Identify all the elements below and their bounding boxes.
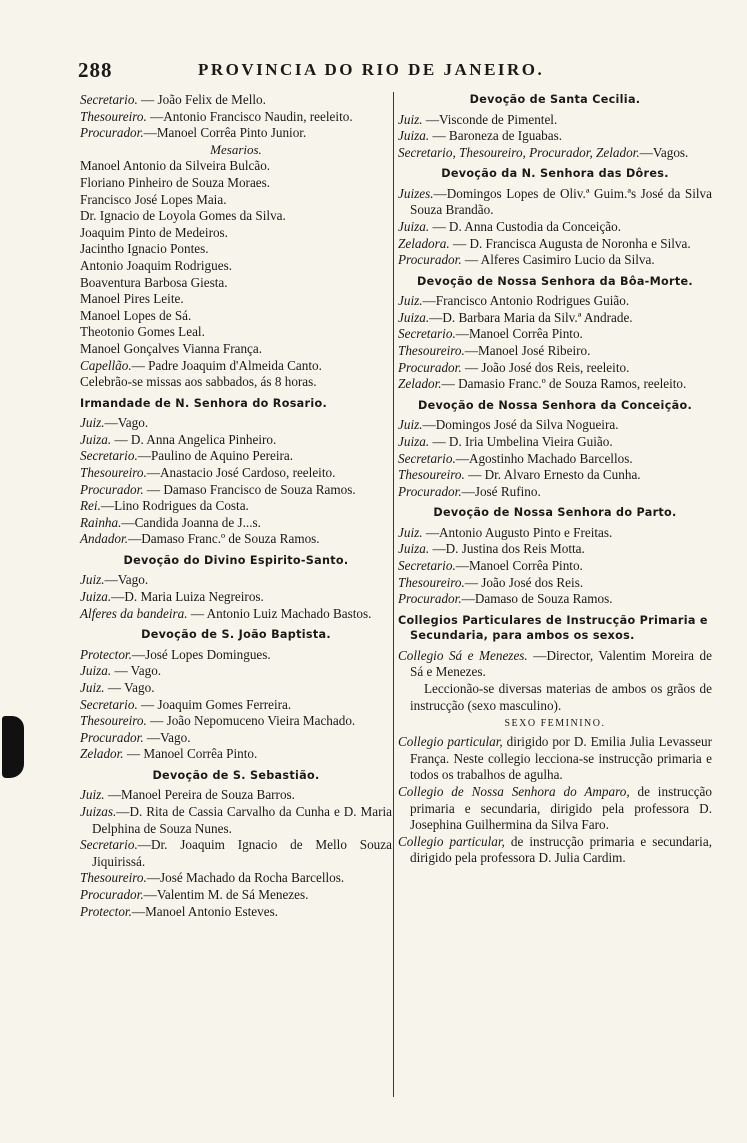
entry: Juiz.—Vago. xyxy=(80,415,149,431)
entry: Secretario.—Agostinho Machado Barcellos. xyxy=(398,450,633,466)
entry: Juiz. —Visconde de Pimentel. xyxy=(398,111,558,127)
entry: Collegio Sá e Menezes. —Director, Valentim Moreira de Sá e Menezes. xyxy=(398,647,712,680)
section-heading: Devoção de Nossa Senhora da Conceição. xyxy=(417,398,693,412)
entry: Thesoureiro. — Dr. Alvaro Ernesto da Cunha. xyxy=(398,467,641,483)
entry: Rainha.—Candida Joanna de J...s. xyxy=(80,514,261,530)
section-heading: Irmandade de N. Senhora do Rosario. xyxy=(80,396,328,410)
entry: Juiza. — D. Anna Custodia da Conceição. xyxy=(398,218,622,234)
entry: Juizes.—Domingos Lopes de Oliv.ª Guim.ªs José da Silva Souza Brandão. xyxy=(398,185,712,218)
page-number: 288 xyxy=(78,58,113,82)
entry: Juiz.—Francisco Antonio Rodrigues Guião. xyxy=(398,293,630,309)
ink-blot xyxy=(2,716,24,778)
running-title: PROVINCIA DO RIO DE JANEIRO. xyxy=(198,60,545,79)
entry: Thesoureiro.—José Machado da Rocha Barcellos. xyxy=(80,870,345,886)
entry: Juiz. —Antonio Augusto Pinto e Freitas. xyxy=(398,524,613,540)
entry: Collegio particular, dirigido por D. Emilia Julia Levasseur França. Neste collegio lecciona-se instrucção primaria e todos os trabalhos de agulha. xyxy=(398,734,712,783)
entry: Zelador.— Damasio Franc.º de Souza Ramos, reeleito. xyxy=(398,376,687,392)
entry: Procurador.—Damaso de Souza Ramos. xyxy=(398,591,613,607)
list-item: Manoel Antonio da Silveira Bulcão. xyxy=(80,158,271,174)
paragraph: Leccionão-se diversas materias de ambos os grãos de instrucção (sexo masculino). xyxy=(410,680,712,713)
entry: Thesoureiro.—Manoel José Ribeiro. xyxy=(398,343,591,359)
entry: Andador.—Damaso Franc.º de Souza Ramos. xyxy=(80,531,320,547)
entry: Thesoureiro.—Anastacio José Cardoso, reeleito. xyxy=(80,464,336,480)
list-item: Theotonio Gomes Leal. xyxy=(80,324,205,340)
list-item: Dr. Ignacio de Loyola Gomes da Silva. xyxy=(80,208,286,224)
entry: Juizas.—D. Rita de Cassia Carvalho da Cunha e D. Maria Delphina de Souza Nunes. xyxy=(80,803,392,836)
entry: Secretario. — João Felix de Mello. xyxy=(80,92,266,107)
entry: Juiz.—Domingos José da Silva Nogueira. xyxy=(398,417,619,433)
entry: Procurador. — João José dos Reis, reeleito. xyxy=(398,359,630,375)
column-divider xyxy=(393,92,394,1097)
entry: Juiz.—Vago. xyxy=(80,572,149,588)
section-heading: Devoção de S. Sebastião. xyxy=(152,768,320,782)
entry: Juiz. — Vago. xyxy=(80,679,155,695)
entry: Juiza. — Vago. xyxy=(80,663,162,679)
entry: Thesoureiro.— João José dos Reis. xyxy=(398,574,584,590)
entry: Procurador.—Manoel Corrêa Pinto Junior. xyxy=(80,125,307,141)
list-item: Manoel Gonçalves Vianna França. xyxy=(80,340,263,356)
list-item: Manoel Pires Leite. xyxy=(80,291,184,307)
entry: Procurador.—José Rufino. xyxy=(398,483,541,499)
entry: Celebrão-se missas aos sabbados, ás 8 horas. xyxy=(80,374,317,390)
section-heading: Devoção da N. Senhora das Dôres. xyxy=(441,167,669,181)
entry: Thesoureiro. — João Nepomuceno Vieira Machado. xyxy=(80,713,356,729)
section-heading: Devoção de S. João Baptista. xyxy=(141,628,331,642)
entry: Secretario, Thesoureiro, Procurador, Zelador.—Vagos. xyxy=(398,144,689,160)
entry: Capellão.— Padre Joaquim d'Almeida Canto. xyxy=(80,357,322,373)
entry: Zeladora. — D. Francisca Augusta de Noronha e Silva. xyxy=(398,235,691,251)
left-column xyxy=(80,92,392,920)
entry: Secretario.—Manoel Corrêa Pinto. xyxy=(398,557,583,573)
entry: Juiza. — D. Iria Umbelina Vieira Guião. xyxy=(398,433,613,449)
subheading: Mesarios. xyxy=(210,141,262,157)
list-item: Joaquim Pinto de Medeiros. xyxy=(80,224,228,240)
entry: Secretario.—Dr. Joaquim Ignacio de Mello Souza Jiquirissá. xyxy=(80,837,392,869)
page-header xyxy=(78,58,708,86)
entry: Procurador.—Valentim M. de Sá Menezes. xyxy=(80,886,309,902)
entry: Procurador. —Vago. xyxy=(80,729,191,745)
entry: Alferes da bandeira. — Antonio Luiz Machado Bastos. xyxy=(80,605,372,621)
entry: Juiz. —Manoel Pereira de Souza Barros. xyxy=(80,787,295,803)
list-item: Boaventura Barbosa Giesta. xyxy=(80,274,228,290)
list-item: Francisco José Lopes Maia. xyxy=(80,191,227,207)
entry: Juiza.—D. Barbara Maria da Silv.ª Andrade. xyxy=(398,309,633,325)
list-item: Antonio Joaquim Rodrigues. xyxy=(80,257,233,273)
entry: Secretario.—Paulino de Aquino Pereira. xyxy=(80,448,294,464)
entry: Procurador. — Damaso Francisco de Souza Ramos. xyxy=(80,481,356,497)
entry: Thesoureiro. —Antonio Francisco Naudin, reeleito. xyxy=(80,108,353,124)
subheading: SEXO FEMININO. xyxy=(504,718,606,730)
list-item: Floriano Pinheiro de Souza Moraes. xyxy=(80,174,271,190)
entry: Juiza. — D. Anna Angelica Pinheiro. xyxy=(80,431,277,447)
entry: Juiza. — Baroneza de Iguabas. xyxy=(398,128,563,144)
entry: Collegio de Nossa Senhora do Amparo, de instrucção primaria e secundaria, dirigido pela professora D. Josephina Guilhermina da Silva Faro. xyxy=(398,783,713,833)
section-heading: Devoção de Santa Cecilia. xyxy=(469,93,641,106)
section-heading: Devoção do Divino Espirito-Santo. xyxy=(123,553,349,567)
right-column xyxy=(398,92,712,867)
section-heading: Collegios Particulares de Instrucção Primaria e Secundaria, para ambos os sexos. xyxy=(398,613,708,643)
entry: Rei.—Lino Rodrigues da Costa. xyxy=(80,498,249,514)
entry: Protector.—Manoel Antonio Esteves. xyxy=(80,903,279,919)
entry: Protector.—José Lopes Domingues. xyxy=(80,646,271,662)
entry: Secretario.—Manoel Corrêa Pinto. xyxy=(398,326,583,342)
entry: Collegio particular, de instrucção primaria e secundaria, dirigido pela professora D. Julia Cardim. xyxy=(398,833,712,866)
entry: Juiza.—D. Maria Luiza Negreiros. xyxy=(80,589,264,605)
list-item: Manoel Lopes de Sá. xyxy=(80,307,192,323)
entry: Zelador. — Manoel Corrêa Pinto. xyxy=(80,746,258,762)
section-heading: Devoção de Nossa Senhora do Parto. xyxy=(433,506,677,520)
entry: Secretario. — Joaquim Gomes Ferreira. xyxy=(80,696,292,712)
list-item: Jacintho Ignacio Pontes. xyxy=(80,241,209,257)
section-heading: Devoção de Nossa Senhora da Bôa-Morte. xyxy=(417,274,693,288)
entry: Juiza. —D. Justina dos Reis Motta. xyxy=(398,541,585,557)
entry: Procurador. — Alferes Casimiro Lucio da Silva. xyxy=(398,252,655,268)
